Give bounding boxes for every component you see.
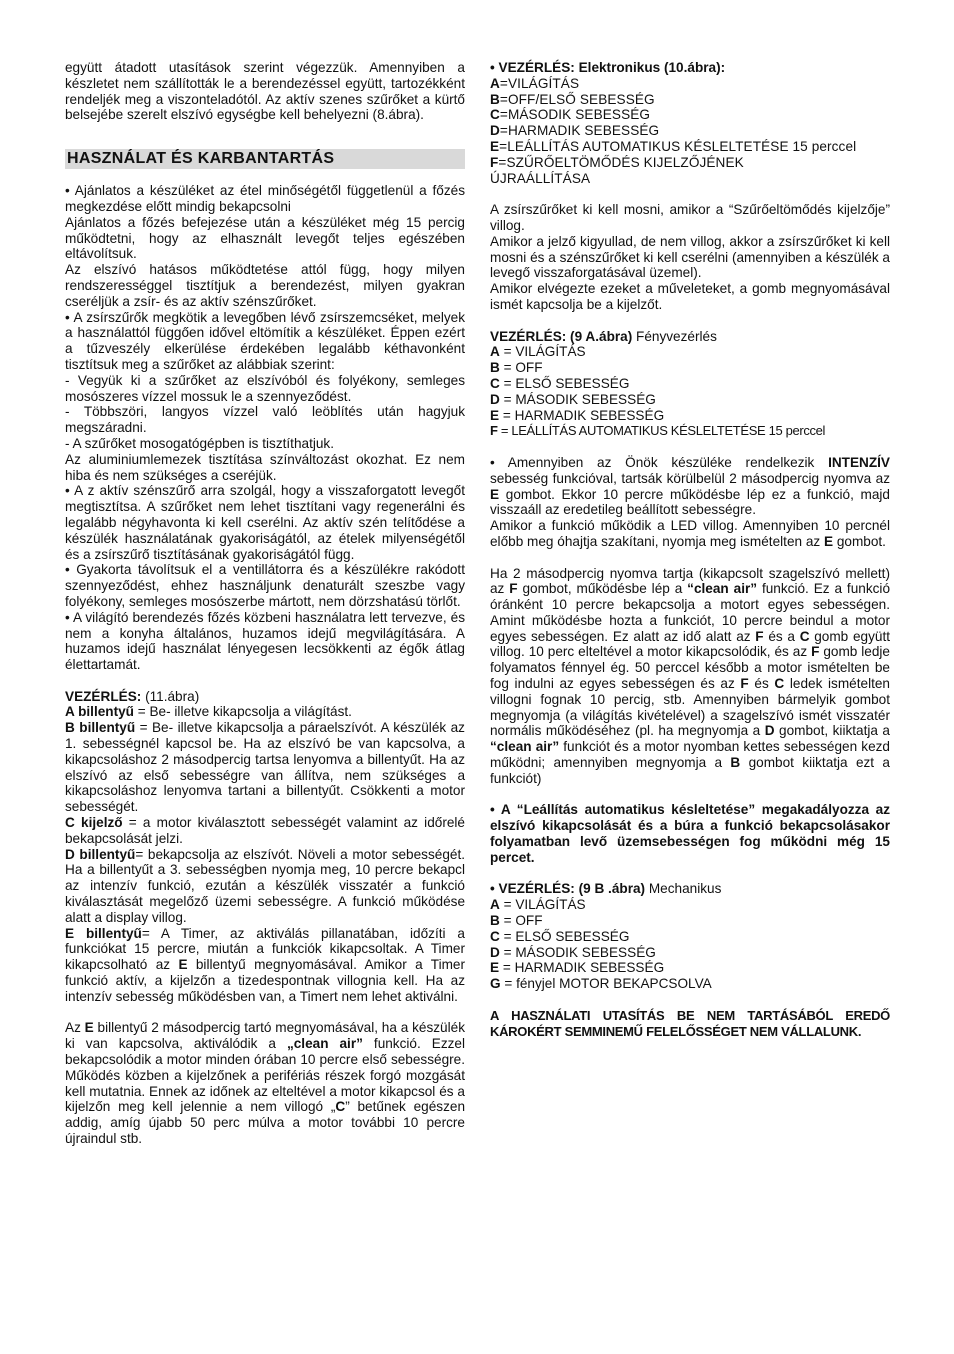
paragraph-reset: Amikor elvégezte ezeket a műveleteket, a gomb megnyomásával ismét kapcsolja be a kijelzőt. (490, 281, 890, 312)
list-item: A=VILÁGÍTÁS (490, 75, 580, 91)
list-item: D=HARMADIK SEBESSÉG (490, 123, 660, 139)
paragraph-fan-cleaning: • Gyakorta távolítsuk el a ventillátorra és a készülékre rakódott szennyeződést, ehhez használjunk denaturált szeszbe vagy folyékony, semleges mosószerbe mártott, nem dörzshatású törlőt. (65, 562, 465, 609)
controls-c-display: C kijelző = a motor kiválasztott sebességét valamint az időrelé bekapcsolását jelzi. (65, 815, 465, 846)
paragraph-run-after: Ajánlatos a főzés befejezése után a készüléket még 15 percig működtetni, hogy az elhasznált levegőt teljes egészében eltávolítsuk. (65, 214, 465, 262)
paragraph-efficiency: Az elszívó hatásos működtetése attól függ, hogy milyen rendszerességgel tisztítjuk a berendezést, milyen gyakran cseréljük a zsír- és az aktív szénszűrőket. (65, 262, 465, 309)
paragraph-led: Amikor a funkció működik a LED villog. Amennyiben 10 percnél előbb meg óhajtja szakítani, nyomja meg ismételten az E gombot. (490, 518, 890, 549)
controls-d-key: D billentyű= bekapcsolja az elszívót. Növeli a motor sebességét. Ha a billentyűt a 3. sebességben nyomja meg, 10 percre bekapcl az intenzív funkció, ezután a készülék visszatér a funkció kiválasztását megelőző üzemi sebességre. A funkció működése alatt a display villog. (65, 846, 465, 925)
paragraph-lighting: • A világító berendezés főzés közbeni használatra lett tervezve, és nem a konyha általános, huzamos idejű megvilágítására. A huzamos idejű használat lényegesen lecsökkenti az égők átlag élettartamát. (65, 609, 465, 673)
list-item: C=MÁSODIK SEBESSÉG (490, 107, 651, 123)
list-item: A = VILÁGÍTÁS (490, 344, 586, 360)
list-item: F=SZŰRŐELTÖMŐDÉS KIJELZŐJÉNEK ÚJRAÁLLÍTÁSA (490, 154, 744, 186)
list-item: E = HARMADIK SEBESSÉG (490, 407, 665, 423)
paragraph-dishwasher: - A szűrőket mosogatógépben is tisztíthatjuk. (65, 435, 335, 451)
left-column (65, 60, 465, 1147)
paragraph-grease-wash: A zsírszűrőket ki kell mosni, amikor a “Szűrőeltömődés kijelzője” villog. (490, 202, 890, 233)
list-item: B = OFF (490, 360, 543, 376)
list-item: F = LEÁLLÍTÁS AUTOMATIKUS KÉSLELTETÉSE 15 perccel (490, 423, 826, 439)
list-item: C = ELSŐ SEBESSÉG (490, 375, 630, 391)
list-item: E=LEÁLLÍTÁS AUTOMATIKUS KÉSLELTETÉSE 15 perccel (490, 138, 857, 154)
controls-e-key: E billentyű= A Timer, az aktiválás pillanatában, időzíti a funkciókat 15 percre, miután a funkciók kikapcsoltak. A Timer kikapcsolható az E billentyű megnyomásával. Amikor a Timer funkció aktív, a kijelzőn a tizedespontnak villognia kell. Ha az intenzív sebesség működésben van, a Timert nem lehet aktiválni. (65, 925, 465, 1004)
controls-a-key: A billentyű = Be- illetve kikapcsolja a világítást. (65, 704, 352, 720)
list-item: D = MÁSODIK SEBESSÉG (490, 391, 656, 407)
paragraph-switch-on: • Ajánlatos a készüléket az étel minőségétől függetlenül a főzés megkezdése előtt mindig bekapcsolni (65, 183, 465, 214)
list-item: A = VILÁGÍTÁS (490, 897, 586, 913)
paragraph-stop-delay: • A “Leállítás automatikus késleltetése” megakadályozza az elszívó kikapcsolását és a búra a funkció bekapcsolásakor folyamatban levő üzemsebességen fog működni még 15 percet. (490, 802, 890, 865)
intro-paragraph: együtt átadott utasítások szerint végezzük. Amennyiben a készletet nem szállították le a berendezéssel együtt, tartozékként rendeljék meg a viszonteladótól. Az aktív szenes szűrőket a kürtő belsejébe szerelt elszívó egységbe kell behelyezni (8.ábra). (65, 60, 465, 123)
list-item: G = fényjel MOTOR BEKAPCSOLVA (490, 976, 712, 992)
list-item: B = OFF (490, 913, 543, 929)
electronic-controls-title: • VEZÉRLÉS: Elektronikus (10.ábra): (490, 60, 726, 75)
paragraph-intensive: • Amennyiben az Önök készüléke rendelkezik INTENZÍV sebesség funkcióval, tartsák körülbelül 2 másodpercig nyomva az E gombot. Ekkor 10 percre működésbe lép ez a funkció, majd visszaáll az eredetileg beállított sebességre. (490, 454, 890, 518)
right-column (490, 60, 890, 1039)
mechanical-controls-title: • VEZÉRLÉS: (9 B .ábra) Mechanikus (490, 881, 722, 897)
paragraph-aluminium: Az aluminiumlemezek tisztítása színváltozást okozhat. Ez nem hiba és nem szükséges a cseréjük. (65, 451, 465, 483)
electronic-controls-list (490, 76, 890, 187)
paragraph-indicator: Amikor a jelző kigyullad, de nem villog, akkor a zsírszűrőket ki kell mosni és a szénszűrőket ki kell cserélni (amennyiben a készülék a levegő visszaforgatásával üzemel). (490, 233, 890, 281)
paragraph-filter-rinse: - Többszöri, langyos vízzel való leöblítés után hagyjuk megszáradni. (65, 404, 465, 436)
list-item: D = MÁSODIK SEBESSÉG (490, 944, 656, 960)
paragraph-grease-filters: • A zsírszűrők megkötik a levegőben lévő zsírszemcséket, melyek a használattól függően idővel eltömítik a készüléket. Éppen ezért a tűzveszély elkerülése érdekében legalább kéthavonként tisztítsuk meg a szűrőket az alábbiak szerint: (65, 309, 465, 372)
section-heading: HASZNÁLAT ÉS KARBANTARTÁS (65, 149, 465, 169)
paragraph-clean-air: Az E billentyű 2 másodpercig tartó megnyomásával, ha a készülék ki van kapcsolva, aktiválódik a „clean air” funkció. Ezzel bekapcsolódik a motor minden órában 10 percre első sebességre. Működés közben a kijelzőnek a perifériás részek forgó mozgását kell mutatnia. Ennek az időnek az elteltével a motor kikapcsol és a kijelzőn meg kell jelennie a nem villogó „C” betűnek egészen addig, amíg újabb 50 perc múlva a motor további 10 percre újraindul stb. (65, 1020, 466, 1146)
controls-b-key: B billentyű = Be- illetve kikapcsolja a páraelszívót. A készülék az 1. sebességnél kapcsol be. Ha az elszívó be van kapcsolva, a kikapcsoláshoz 2 másodpercig tartsa lenyomva a billentyűt. Ha az elszívó az első sebességre van állítva, nem szükséges a kikapcsoláshoz lenyomva tartani a billentyűt. Csökkenti a motor sebességét. (65, 720, 465, 815)
list-item: C = ELSŐ SEBESSÉG (490, 928, 630, 944)
paragraph-clean-air-f: Ha 2 másodpercig nyomva tartja (kikapcsolt szagelszívó mellett) az F gombot, működésbe lép a “clean air” funkció. Ez a funkció óránként 10 percre bekapcsolja a motort egyes sebességen. Amint működésbe hozta a funkciót, 10 percre beindul a motor egyes sebességen. Ez alatt az idő alatt az F és a C gomb együtt villog. 10 perc elteltével a motor kikapcsolódik, és az F gomb ledje folyamatos fénnyel ég. 50 perccel később a motor ismételten be fog indulni az egyes sebességen és az F és C ledek ismételten villogni fognak 10 percig, stb. Amennyiben bármelyik gombot megnyomja (a világítás kivételével) a szagelszívó ismét visszatér normális működéséhez (pl. ha megnyomja a D gombot, kiiktatja a “clean air” funkciót és a motor nyomban kettes sebességen kezd működni; amennyiben megnyomja a B gombot kiiktatja ezt a funkciót) (490, 565, 891, 786)
paragraph-filter-wash: - Vegyük ki a szűrőket az elszívóból és folyékony, semleges mosószeres vízzel mossuk le a szennyeződést. (65, 372, 465, 404)
list-item: B=OFF/ELSŐ SEBESSÉG (490, 91, 655, 107)
light-controls-list (490, 344, 890, 439)
list-item: E = HARMADIK SEBESSÉG (490, 960, 665, 976)
controls-11-title: VEZÉRLÉS: (11.ábra) (65, 688, 200, 704)
light-controls-title: VEZÉRLÉS: (9 A.ábra) Fényvezérlés (490, 328, 717, 344)
disclaimer: A HASZNÁLATI UTASÍTÁS BE NEM TARTÁSÁBÓL EREDŐ KÁROKÉRT SEMMINEMŰ FELELŐSSÉGET NEM VÁLLALUNK. (490, 1007, 890, 1039)
paragraph-carbon-filter: • A z aktív szénszűrő arra szolgál, hogy a visszaforgatott levegőt megtisztítsa. A szűrőket nem lehet tisztítani vagy regenerálni és legalább négyhavonta ki kell cserélni. Az aktív szén telítődése a készülék használatának gyakoriságától, az ételek milyenségétől és a zsírszűrő tisztításának gyakoriságától függ. (65, 483, 465, 562)
mechanical-controls-list (490, 897, 890, 992)
